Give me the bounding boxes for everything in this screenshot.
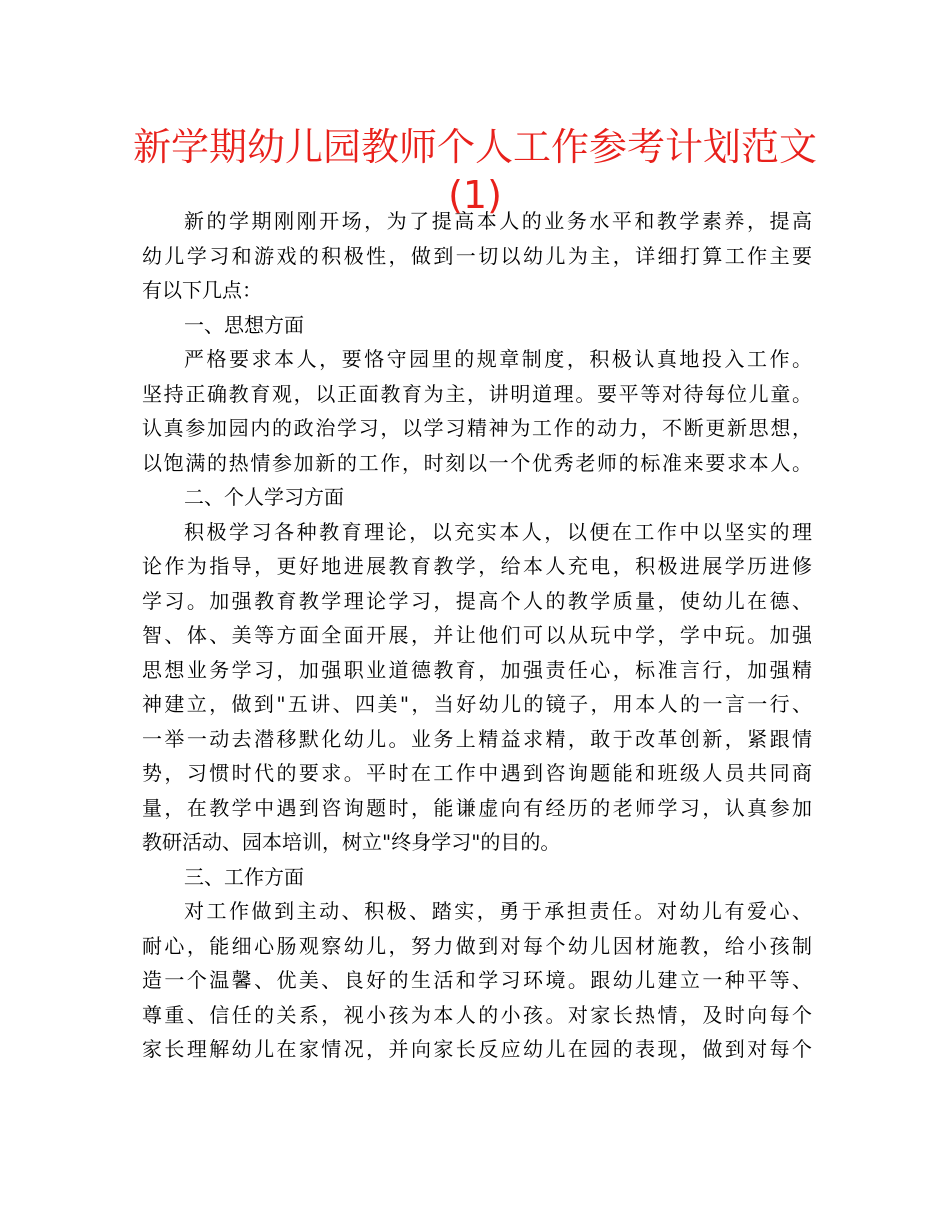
text-line: 坚持正确教育观，以正面教育为主，讲明道理。要平等对待每位儿童。 <box>142 381 812 406</box>
text-line: 家长理解幼儿在家情况，并向家长反应幼儿在园的表现，做到对每个 <box>142 1037 812 1061</box>
text-line: 一、思想方面 <box>184 312 304 337</box>
text-line: 论作为指导，更好地进展教育教学，给本人充电，积极进展学历进修 <box>142 554 812 578</box>
text-line: 对工作做到主动、积极、踏实，勇于承担责任。对幼儿有爱心、 <box>184 899 812 923</box>
text-line: 严格要求本人，要恪守园里的规章制度，积极认真地投入工作。 <box>184 347 812 371</box>
text-line: 二、个人学习方面 <box>184 485 344 509</box>
document-title-number: (1) <box>448 173 502 217</box>
text-line: 耐心，能细心肠观察幼儿，努力做到对每个幼儿因材施教，给小孩制 <box>142 933 812 958</box>
text-line: 幼儿学习和游戏的积极性，做到一切以幼儿为主，详细打算工作主要 <box>142 243 812 268</box>
text-line: 智、体、美等方面全面开展，并让他们可以从玩中学，学中玩。加强 <box>142 623 812 647</box>
text-line: 有以下几点： <box>142 278 262 302</box>
text-line: 以饱满的热情参加新的工作，时刻以一个优秀老师的标准来要求本人。 <box>142 450 812 475</box>
text-line: 认真参加园内的政治学习，以学习精神为工作的动力，不断更新思想， <box>142 416 812 440</box>
text-line: 思想业务学习，加强职业道德教育，加强责任心，标准言行，加强精 <box>142 657 812 682</box>
text-line: 造一个温馨、优美、良好的生活和学习环境。跟幼儿建立一种平等、 <box>142 968 812 992</box>
text-line: 积极学习各种教育理论，以充实本人，以便在工作中以坚实的理 <box>184 519 812 544</box>
text-line: 三、工作方面 <box>184 864 304 889</box>
text-line: 神建立，做到"五讲、四美"，当好幼儿的镜子，用本人的一言一行、 <box>142 692 812 716</box>
text-line: 学习。加强教育教学理论学习，提高个人的教学质量，使幼儿在德、 <box>142 588 812 613</box>
document-title: 新学期幼儿园教师个人工作参考计划范文 <box>132 125 817 169</box>
text-line: 量，在教学中遇到咨询题时，能谦虚向有经历的老师学习，认真参加 <box>142 795 812 820</box>
text-line: 教研活动、园本培训，树立"终身学习"的目的。 <box>142 830 561 854</box>
document-body <box>142 204 812 1067</box>
text-line: 势，习惯时代的要求。平时在工作中遇到咨询题能和班级人员共同商 <box>142 761 812 785</box>
text-line: 一举一动去潜移默化幼儿。业务上精益求精，敢于改革创新，紧跟情 <box>142 726 812 751</box>
text-line: 新的学期刚刚开场，为了提高本人的业务水平和教学素养，提高 <box>184 209 812 233</box>
text-line: 尊重、信任的关系，视小孩为本人的小孩。对家长热情，及时向每个 <box>142 1002 812 1027</box>
